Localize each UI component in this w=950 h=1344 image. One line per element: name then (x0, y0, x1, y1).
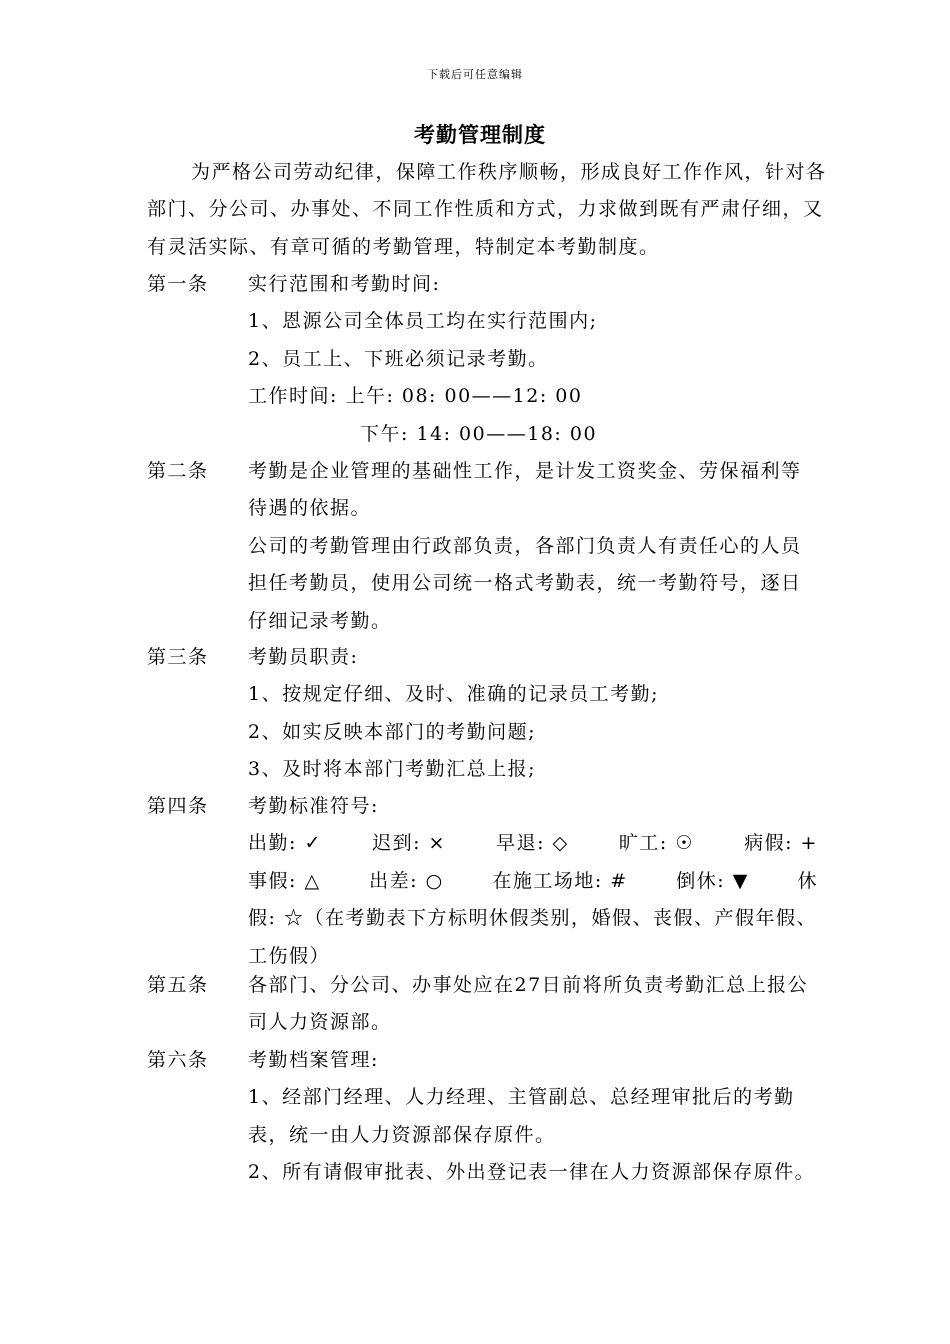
symbol-note: 假: ☆（在考勤表下方标明休假类别，婚假、丧假、产假年假、工伤假） (248, 907, 817, 967)
symbol-row (248, 825, 818, 862)
symbol-item: 旷工: ☉ (618, 832, 694, 855)
article-4 (147, 788, 835, 975)
article-heading: 考勤员职责: (248, 646, 359, 668)
article-body (248, 453, 818, 640)
symbol-item: 迟到: × (372, 832, 446, 855)
list-item: 2、所有请假审批表、外出登记表一律在人力资源部保存原件。 (248, 1161, 816, 1184)
symbol-item: 倒休: ▼ (676, 869, 749, 892)
article-heading: 实行范围和考勤时间: (248, 273, 441, 295)
article-body (248, 266, 818, 453)
cross-icon: × (428, 832, 446, 855)
diamond-icon: ◇ (552, 832, 569, 855)
article-paragraph: 各部门、分公司、办事处应在27日前将所负责考勤汇总上报公司人力资源部。 (248, 974, 809, 1034)
document-title: 考勤管理制度 (414, 122, 546, 147)
article-label: 第一条 (147, 273, 209, 295)
symbol-item: 休 (797, 869, 818, 892)
work-time-pm: 下午: 14: 00——18: 00 (360, 422, 598, 445)
hash-icon: # (610, 869, 628, 892)
article-label: 第四条 (147, 795, 209, 817)
article-label: 第三条 (147, 646, 209, 668)
check-mark-icon: ✓ (304, 832, 322, 855)
circled-dot-icon: ☉ (675, 832, 694, 855)
intro-paragraph: 为严格公司劳动纪律，保障工作秩序顺畅，形成良好工作作风，针对各部门、分公司、办事处、不同工作性质和方式，力求做到既有严肃仔细，又有灵活实际、有章可循的考勤管理，特制定本考勤制度。 (147, 161, 827, 258)
article-label: 第五条 (147, 974, 209, 996)
article-6 (147, 1042, 835, 1192)
article-paragraph: 考勤是企业管理的基础性工作，是计发工资奖金、劳保福利等待遇的依据。 (248, 460, 802, 520)
article-body (248, 639, 818, 789)
symbol-item: 出差: ○ (369, 869, 444, 892)
circle-icon: ○ (425, 869, 444, 892)
symbol-item: 病假: + (744, 832, 818, 855)
work-time-am: 工作时间: 上午: 08: 00——12: 00 (248, 385, 583, 408)
article-1 (147, 266, 835, 453)
list-item: 1、恩源公司全体员工均在实行范围内; (248, 310, 598, 333)
triangle-icon: △ (304, 869, 321, 892)
list-item: 3、及时将本部门考勤汇总上报; (248, 758, 536, 781)
header-note: 下载后可任意编辑 (427, 68, 523, 81)
article-5 (147, 967, 835, 1042)
article-paragraph: 公司的考勤管理由行政部负责，各部门负责人有责任心的人员担任考勤员，使用公司统一格式考勤表，统一考勤符号，逐日仔细记录考勤。 (248, 534, 802, 632)
symbol-row (248, 863, 818, 900)
article-body (248, 788, 818, 975)
symbol-item: 在施工场地: # (492, 869, 628, 892)
article-heading: 考勤档案管理: (248, 1049, 379, 1071)
article-label: 第二条 (147, 460, 209, 482)
symbol-item: 出勤: ✓ (248, 832, 322, 855)
list-item: 1、按规定仔细、及时、准确的记录员工考勤; (248, 683, 659, 706)
down-triangle-icon: ▼ (732, 869, 749, 892)
list-item: 1、经部门经理、人力经理、主管副总、总经理审批后的考勤表，统一由人力资源部保存原件。 (248, 1086, 795, 1146)
article-label: 第六条 (147, 1049, 209, 1071)
plus-icon: + (800, 832, 818, 855)
article-body (248, 967, 818, 1042)
symbol-item: 早退: ◇ (496, 832, 569, 855)
article-3 (147, 639, 835, 789)
list-item: 2、如实反映本部门的考勤问题; (248, 720, 536, 743)
article-heading: 考勤标准符号: (248, 795, 379, 817)
article-body (248, 1042, 818, 1192)
list-item: 2、员工上、下班必须记录考勤。 (248, 347, 549, 370)
symbol-item: 事假: △ (248, 869, 321, 892)
article-2 (147, 453, 835, 640)
